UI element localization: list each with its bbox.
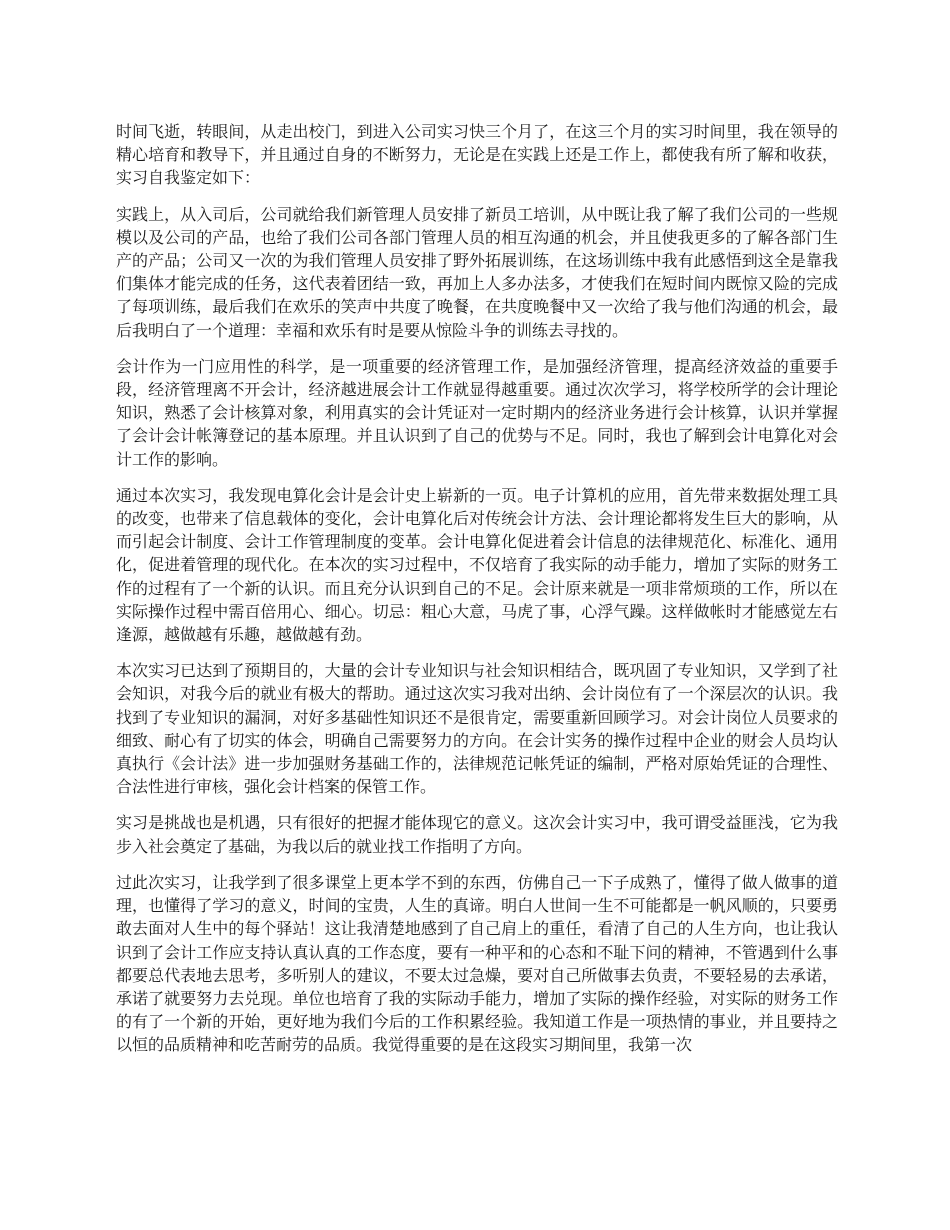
paragraph-intro: 时间飞逝，转眼间，从走出校门，到进入公司实习快三个月了，在这三个月的实习时间里，我在领导的精心培育和教导下，并且通过自身的不断努力，无论是在实践上还是工作上，都使我有所了解和收获，实习自我鉴定如下： [116,122,838,188]
paragraph-computerized-accounting: 通过本次实习，我发现电算化会计是会计史上崭新的一页。电子计算机的应用，首先带来数据处理工具的改变，也带来了信息载体的变化，会计电算化后对传统会计方法、会计理论都将发生巨大的影响，从而引起会计制度、会计工作管理制度的变革。会计电算化促进着会计信息的法律规范化、标准化、通用化，促进着管理的现代化。在本次的实习过程中，不仅培育了我实际的动手能力，增加了实际的财务工作的过程有了一个新的认识。而且充分认识到自己的不足。会计原来就是一项非常烦琐的工作，所以在实际操作过程中需百倍用心、细心。切忌：粗心大意，马虎了事，心浮气躁。这样做帐时才能感觉左右逢源，越做越有乐趣，越做越有劲。 [116,485,838,645]
document-body [116,120,838,1070]
paragraph-challenge: 实习是挑战也是机遇，只有很好的把握才能体现它的意义。这次会计实习中，我可谓受益匪浅，它为我步入社会奠定了基础，为我以后的就业找工作指明了方向。 [116,813,838,856]
paragraph-lessons: 过此次实习，让我学到了很多课堂上更本学不到的东西，仿佛自己一下子成熟了，懂得了做人做事的道理，也懂得了学习的意义，时间的宝贵，人生的真谛。明白人世间一生不可能都是一帆风顺的，只要勇敢去面对人生中的每个驿站！这让我清楚地感到了自己肩上的重任，看清了自己的人生方向，也让我认识到了会计工作应支持认真认真的工作态度，要有一种平和的心态和不耻下问的精神，不管遇到什么事都要总代表地去思考，多听别人的建议，不要太过急燥，要对自己所做事去负责，不要轻易的去承诺，承诺了就要努力去兑现。单位也培育了我的实际动手能力，增加了实际的操作经验，对实际的财务工作的有了一个新的开始，更好地为我们今后的工作积累经验。我知道工作是一项热情的事业，并且要持之以恒的品质精神和吃苦耐劳的品质。我觉得重要的是在这段实习期间里，我第一次 [116,872,838,1055]
paragraph-practice: 实践上，从入司后，公司就给我们新管理人员安排了新员工培训，从中既让我了解了我们公司的一些规模以及公司的产品，也给了我们公司各部门管理人员的相互沟通的机会，并且使我更多的了解各部门生产的产品；公司又一次的为我们管理人员安排了野外拓展训练，在这场训练中我有此感悟到这全是靠我们集体才能完成的任务，这代表着团结一致，再加上人多办法多，才使我们在短时间内既惊又险的完成了每项训练，最后我们在欢乐的笑声中共度了晚餐，在共度晚餐中又一次给了我与他们沟通的机会，最后我明白了一个道理：幸福和欢乐有时是要从惊险斗争的训练去寻找的。 [116,204,838,340]
paragraph-accounting: 会计作为一门应用性的科学，是一项重要的经济管理工作，是加强经济管理，提高经济效益的重要手段，经济管理离不开会计，经济越进展会计工作就显得越重要。通过次次学习，将学校所学的会计理论知识，熟悉了会计核算对象，利用真实的会计凭证对一定时期内的经济业务进行会计核算，认识并掌握了会计会计帐簿登记的基本原理。并且认识到了自己的优势与不足。同时，我也了解到会计电算化对会计工作的影响。 [116,356,838,469]
paragraph-goals-achieved: 本次实习已达到了预期目的，大量的会计专业知识与社会知识相结合，既巩固了专业知识，又学到了社会知识，对我今后的就业有极大的帮助。通过这次实习我对出纳、会计岗位有了一个深层次的认识。我找到了专业知识的漏洞，对好多基础性知识还不是很肯定，需要重新回顾学习。对会计岗位人员要求的细致、耐心有了切实的体会，明确自己需要努力的方向。在会计实务的操作过程中企业的财会人员均认真执行《会计法》进一步加强财务基础工作的，法律规范记帐凭证的编制，严格对原始凭证的合理性、合法性进行审核，强化会计档案的保管工作。 [116,661,838,797]
